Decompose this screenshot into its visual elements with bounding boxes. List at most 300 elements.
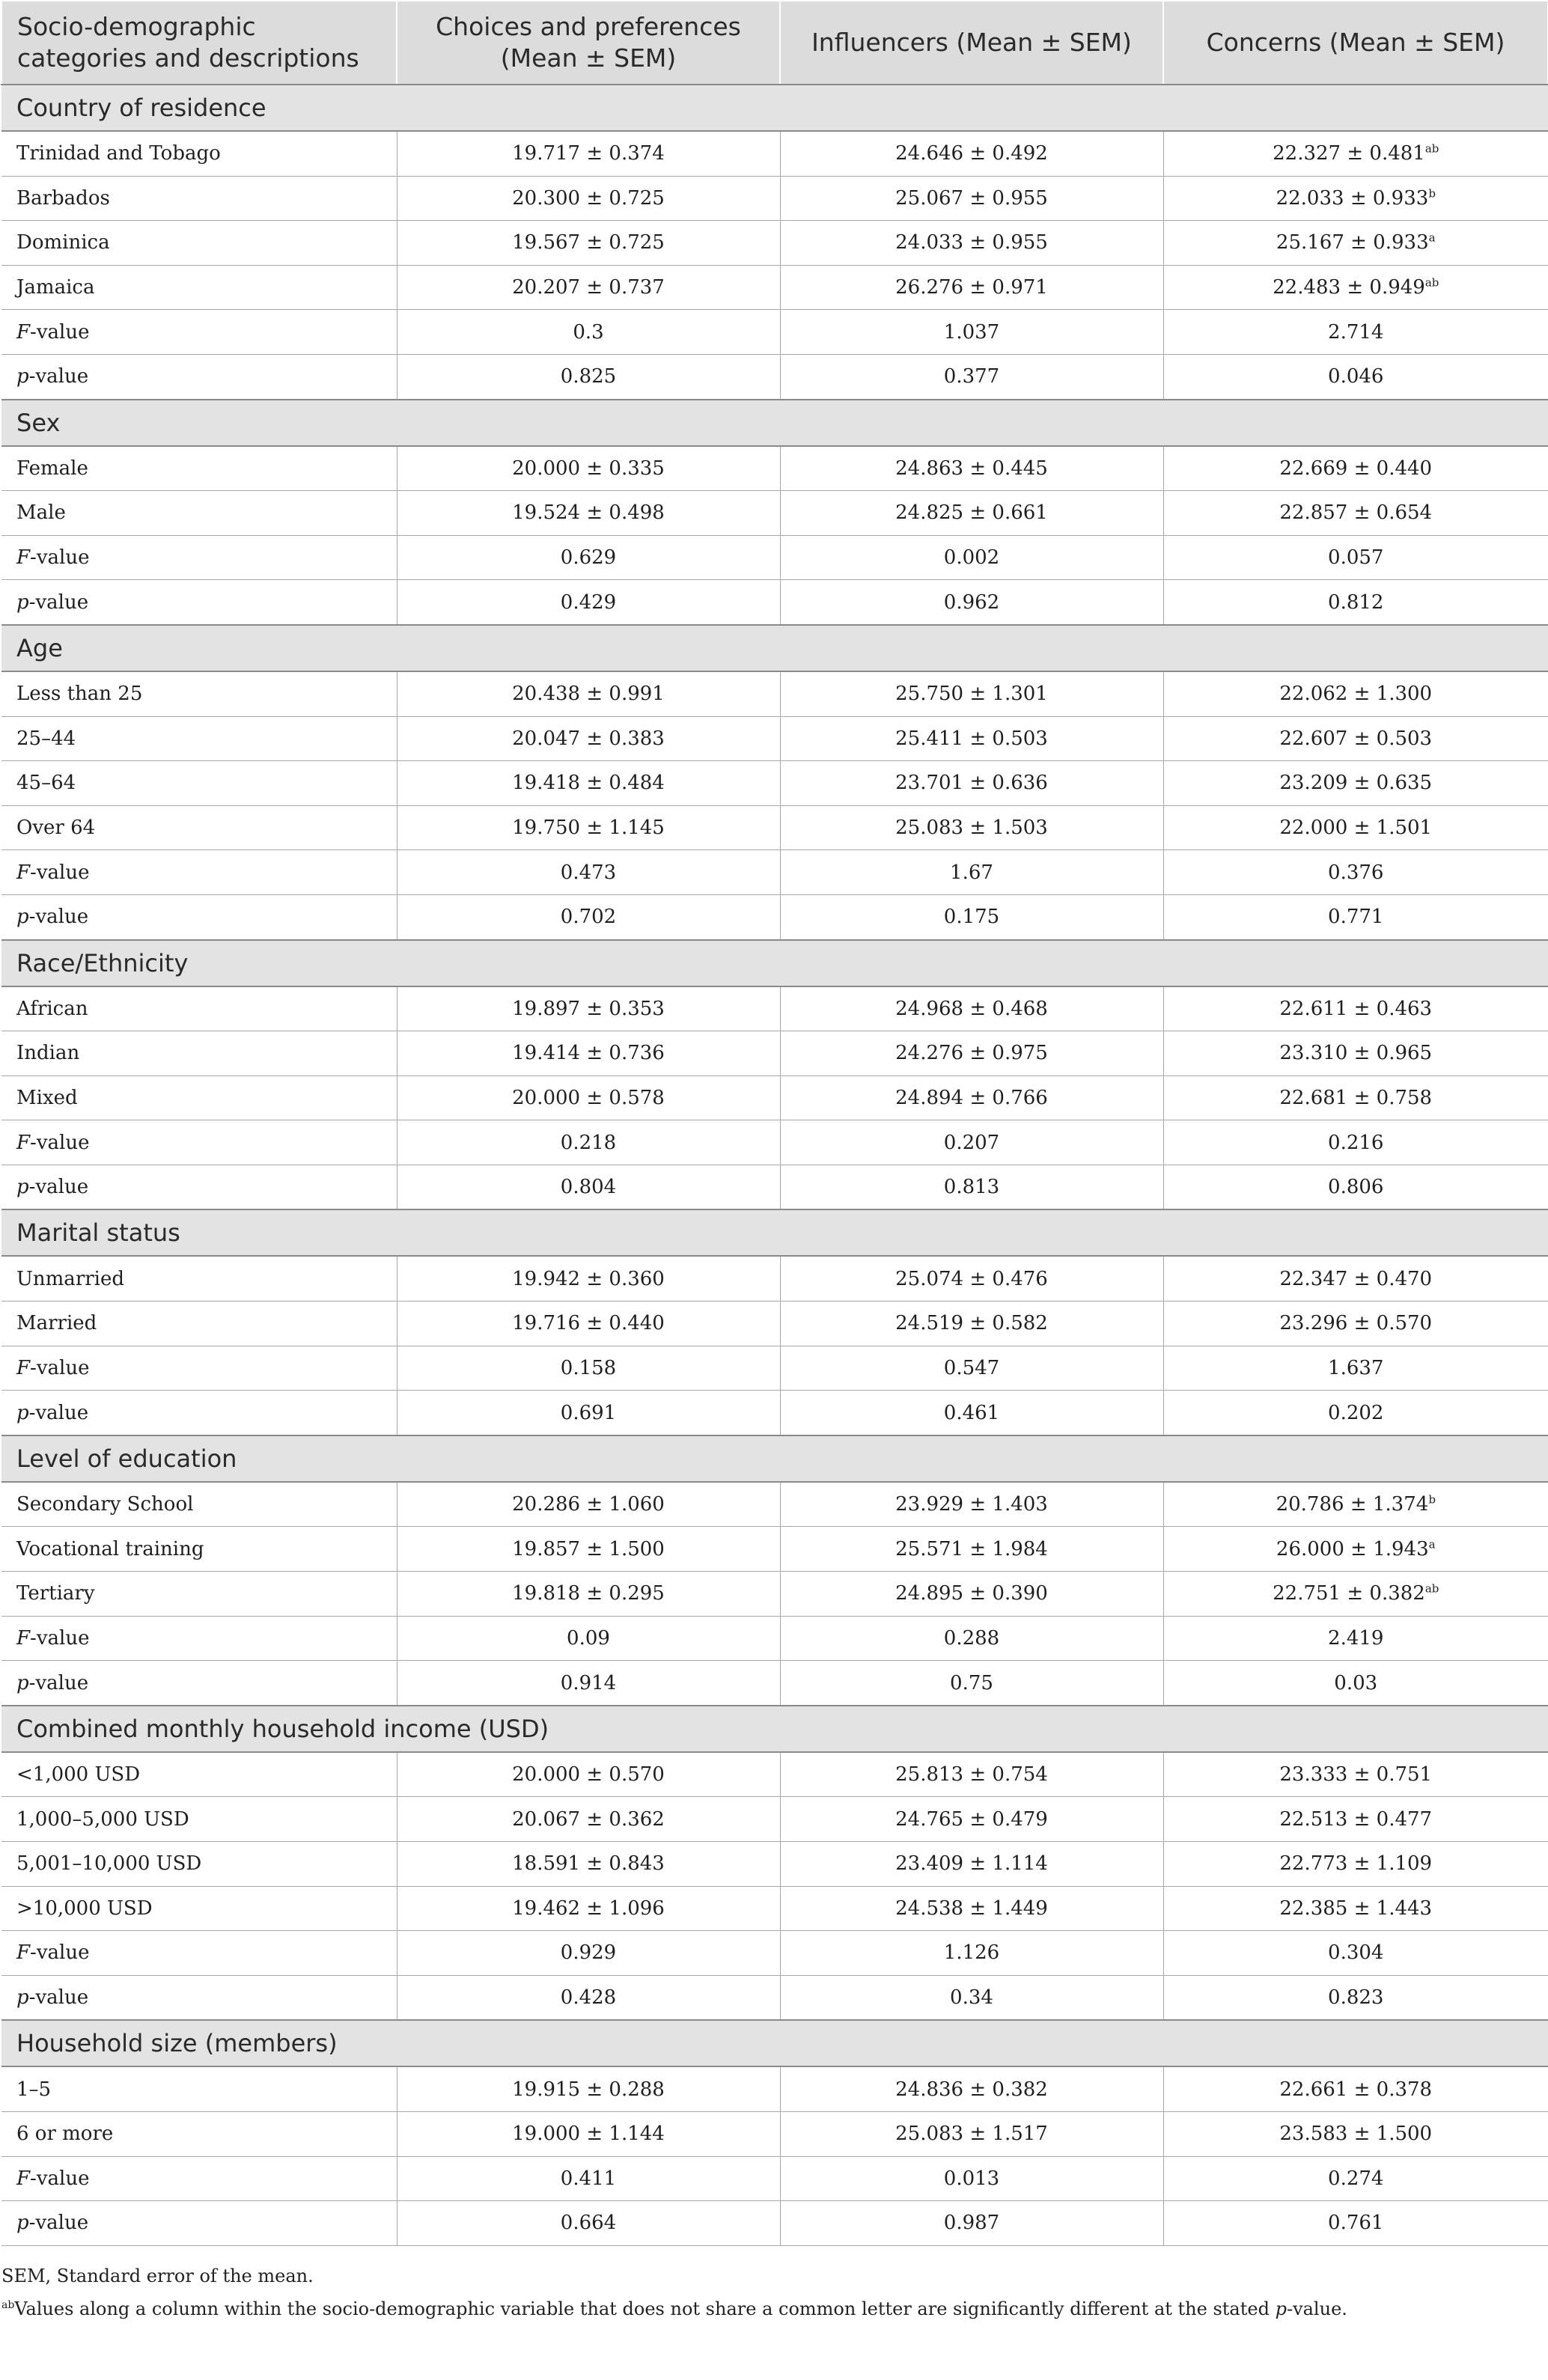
influencers-cell — [780, 1120, 1163, 1165]
cell-value: 24.276 ± 0.975 — [895, 1042, 1048, 1065]
choices-cell — [397, 1302, 780, 1346]
cell-value: 20.786 ± 1.374 — [1276, 1493, 1429, 1516]
table-row — [1, 2066, 1548, 2111]
header-concerns: Concerns (Mean ± SEM) — [1163, 1, 1548, 85]
cell-value: 22.607 ± 0.503 — [1279, 727, 1433, 750]
section-title: Country of residence — [1, 85, 1548, 131]
significance-letter: a — [1428, 1537, 1436, 1551]
significance-letter: ab — [1424, 275, 1439, 290]
section-title: Marital status — [1, 1209, 1548, 1256]
cell-value: 1.037 — [943, 320, 1000, 344]
choices-cell — [397, 1482, 780, 1527]
choices-cell — [397, 761, 780, 806]
row-label — [1, 491, 397, 536]
table-row — [1, 805, 1548, 850]
influencers-cell — [780, 761, 1163, 806]
cell-value: 19.818 ± 0.295 — [512, 1582, 665, 1605]
section-row — [1, 400, 1548, 446]
concerns-cell — [1163, 716, 1548, 761]
cell-value: 1.126 — [943, 1941, 1000, 1965]
row-label-text: 6 or more — [16, 2123, 114, 2146]
table-row — [1, 1931, 1548, 1976]
table-header — [1, 1, 1548, 85]
row-label-italic: p — [16, 2212, 29, 2235]
cell-value: 0.288 — [943, 1626, 1000, 1650]
cell-value: 24.765 ± 0.479 — [895, 1807, 1048, 1831]
concerns-cell — [1163, 2156, 1548, 2201]
row-label — [1, 1886, 397, 1931]
cell-value: 23.701 ± 0.636 — [895, 772, 1048, 795]
row-label-text: Married — [16, 1312, 97, 1335]
cell-value: 25.167 ± 0.933 — [1276, 231, 1429, 254]
section-title: Level of education — [1, 1435, 1548, 1482]
cell-value: 0.461 — [943, 1401, 1000, 1424]
cell-value: 22.385 ± 1.443 — [1279, 1897, 1433, 1920]
influencers-cell — [780, 1527, 1163, 1572]
influencers-cell — [780, 310, 1163, 355]
cell-value: 2.714 — [1328, 320, 1384, 344]
row-label — [1, 1302, 397, 1346]
influencers-cell — [780, 446, 1163, 491]
cell-value: 25.083 ± 1.517 — [895, 2123, 1048, 2146]
choices-cell — [397, 1886, 780, 1931]
choices-cell — [397, 850, 780, 895]
cell-value: 22.347 ± 0.470 — [1279, 1267, 1433, 1290]
influencers-cell — [780, 580, 1163, 625]
concerns-cell — [1163, 310, 1548, 355]
cell-value: 26.000 ± 1.943 — [1276, 1537, 1429, 1560]
cell-value: 0.962 — [943, 591, 1000, 614]
cell-value: 25.074 ± 0.476 — [895, 1267, 1048, 1290]
influencers-cell — [780, 1391, 1163, 1435]
influencers-cell — [780, 1931, 1163, 1976]
concerns-cell — [1163, 1075, 1548, 1120]
concerns-cell — [1163, 446, 1548, 491]
table-row — [1, 265, 1548, 310]
cell-value: 0.987 — [943, 2212, 1000, 2235]
cell-value: 0.207 — [943, 1131, 1000, 1154]
cell-value: 0.75 — [950, 1671, 993, 1694]
choices-cell — [397, 1075, 780, 1120]
section-title: Age — [1, 625, 1548, 671]
concerns-cell — [1163, 354, 1548, 399]
influencers-cell — [780, 1165, 1163, 1209]
cell-value: 20.207 ± 0.737 — [512, 276, 665, 299]
influencers-cell — [780, 1256, 1163, 1301]
concerns-cell — [1163, 1391, 1548, 1435]
influencers-cell — [780, 1031, 1163, 1076]
cell-value: 20.438 ± 0.991 — [512, 683, 665, 706]
cell-value: 24.519 ± 0.582 — [895, 1312, 1048, 1335]
concerns-cell — [1163, 986, 1548, 1031]
cell-value: 23.583 ± 1.500 — [1279, 2123, 1433, 2146]
row-label-text: Dominica — [16, 231, 110, 254]
cell-value: 25.083 ± 1.503 — [895, 817, 1048, 840]
influencers-cell — [780, 986, 1163, 1031]
row-label-italic: p — [16, 1401, 29, 1424]
concerns-cell — [1163, 2111, 1548, 2156]
row-label-text: Over 64 — [16, 817, 96, 840]
cell-value: 0.218 — [560, 1131, 617, 1154]
influencers-cell — [780, 1075, 1163, 1120]
table-body — [1, 85, 1548, 2245]
table-row — [1, 716, 1548, 761]
row-label-text: >10,000 USD — [16, 1897, 153, 1920]
cell-value: 23.333 ± 0.751 — [1279, 1763, 1433, 1786]
row-label-text: -value — [30, 1356, 90, 1379]
row-label-text: Vocational training — [16, 1537, 204, 1560]
cell-value: 0.428 — [560, 1986, 617, 2010]
row-label-text: -value — [28, 365, 89, 388]
table-row — [1, 535, 1548, 580]
cell-value: 22.751 ± 0.382 — [1273, 1582, 1425, 1605]
footnote-letters-sup: ab — [1, 2298, 15, 2311]
row-label — [1, 176, 397, 221]
influencers-cell — [780, 716, 1163, 761]
cell-value: 25.750 ± 1.301 — [895, 683, 1048, 706]
row-label-text: <1,000 USD — [16, 1763, 141, 1786]
choices-cell — [397, 131, 780, 176]
row-label — [1, 1031, 397, 1076]
row-label — [1, 986, 397, 1031]
section-row — [1, 2020, 1548, 2066]
table-row — [1, 1842, 1548, 1887]
cell-value: 0.057 — [1328, 546, 1384, 570]
row-label — [1, 1165, 397, 1209]
cell-value: 22.669 ± 0.440 — [1279, 457, 1433, 480]
influencers-cell — [780, 1886, 1163, 1931]
table-row — [1, 1797, 1548, 1842]
cell-value: 0.013 — [943, 2167, 1000, 2190]
cell-value: 22.661 ± 0.378 — [1279, 2078, 1433, 2101]
section-title: Sex — [1, 400, 1548, 446]
row-label — [1, 221, 397, 266]
concerns-cell — [1163, 221, 1548, 266]
footnote-letters-text: Values along a column within the socio-demographic variable that does not share a common letter are significantly different at the stated — [14, 2298, 1276, 2319]
cell-value: 22.611 ± 0.463 — [1279, 997, 1433, 1020]
cell-value: 19.942 ± 0.360 — [512, 1267, 665, 1290]
row-label-text: Less than 25 — [16, 683, 143, 706]
row-label-text: -value — [28, 1401, 89, 1424]
choices-cell — [397, 580, 780, 625]
cell-value: 24.894 ± 0.766 — [895, 1086, 1048, 1109]
table-row — [1, 1752, 1548, 1797]
concerns-cell — [1163, 2201, 1548, 2246]
row-label — [1, 1346, 397, 1391]
row-label-italic: p — [16, 1986, 29, 2010]
row-label-text: Male — [16, 501, 66, 525]
table-row — [1, 1075, 1548, 1120]
concerns-cell — [1163, 894, 1548, 939]
row-label — [1, 761, 397, 806]
choices-cell — [397, 1661, 780, 1706]
choices-cell — [397, 671, 780, 716]
concerns-cell — [1163, 761, 1548, 806]
choices-cell — [397, 535, 780, 580]
row-label — [1, 446, 397, 491]
table-row — [1, 1616, 1548, 1661]
cell-value: 23.310 ± 0.965 — [1279, 1042, 1433, 1065]
concerns-cell — [1163, 671, 1548, 716]
concerns-cell — [1163, 1975, 1548, 2020]
influencers-cell — [780, 894, 1163, 939]
table-row — [1, 1346, 1548, 1391]
footnote-letters — [1, 2292, 1548, 2325]
cell-value: 23.296 ± 0.570 — [1279, 1312, 1433, 1335]
table-row — [1, 310, 1548, 355]
table-row — [1, 1572, 1548, 1617]
cell-value: 0.09 — [567, 1626, 610, 1650]
row-label-text: -value — [28, 1176, 89, 1199]
choices-cell — [397, 1527, 780, 1572]
significance-letter: ab — [1424, 1581, 1439, 1596]
section-row — [1, 1706, 1548, 1752]
influencers-cell — [780, 1616, 1163, 1661]
row-label — [1, 1797, 397, 1842]
choices-cell — [397, 1572, 780, 1617]
significance-letter: a — [1428, 231, 1436, 245]
concerns-cell — [1163, 805, 1548, 850]
row-label — [1, 354, 397, 399]
concerns-cell — [1163, 1931, 1548, 1976]
concerns-cell — [1163, 1572, 1548, 1617]
cell-value: 20.067 ± 0.362 — [512, 1807, 665, 1831]
concerns-cell — [1163, 1302, 1548, 1346]
cell-value: 19.567 ± 0.725 — [512, 231, 665, 254]
row-label-italic: F — [16, 1356, 31, 1379]
cell-value: 0.547 — [943, 1356, 1000, 1379]
cell-value: 22.681 ± 0.758 — [1279, 1086, 1433, 1109]
significance-letter: b — [1428, 1492, 1436, 1507]
row-label-text: Trinidad and Tobago — [16, 142, 221, 165]
concerns-cell — [1163, 1165, 1548, 1209]
table-row — [1, 1165, 1548, 1209]
concerns-cell — [1163, 535, 1548, 580]
row-label-text: -value — [30, 1626, 90, 1650]
row-label-italic: p — [16, 591, 29, 614]
results-table — [1, 0, 1548, 2246]
table-row — [1, 2156, 1548, 2201]
row-label-text: Mixed — [16, 1086, 78, 1109]
cell-value: 0.629 — [560, 546, 617, 570]
cell-value: 0.03 — [1334, 1671, 1378, 1694]
section-title: Race/Ethnicity — [1, 940, 1548, 986]
choices-cell — [397, 1616, 780, 1661]
cell-value: 0.806 — [1328, 1176, 1384, 1199]
cell-value: 0.691 — [560, 1401, 617, 1424]
header-row — [1, 1, 1548, 85]
row-label — [1, 580, 397, 625]
section-row — [1, 1209, 1548, 1256]
choices-cell — [397, 2111, 780, 2156]
row-label-italic: F — [16, 2167, 31, 2190]
significance-letter: b — [1428, 186, 1436, 201]
influencers-cell — [780, 176, 1163, 221]
influencers-cell — [780, 671, 1163, 716]
row-label — [1, 310, 397, 355]
cell-value: 19.897 ± 0.353 — [512, 997, 665, 1020]
header-influencers: Influencers (Mean ± SEM) — [780, 1, 1163, 85]
cell-value: 19.915 ± 0.288 — [512, 2078, 665, 2101]
cell-value: 0.761 — [1328, 2212, 1384, 2235]
influencers-cell — [780, 2111, 1163, 2156]
row-label — [1, 1752, 397, 1797]
choices-cell — [397, 1120, 780, 1165]
cell-value: 0.202 — [1328, 1401, 1384, 1424]
cell-value: 22.513 ± 0.477 — [1279, 1807, 1433, 1831]
row-label — [1, 1527, 397, 1572]
choices-cell — [397, 1931, 780, 1976]
choices-cell — [397, 1797, 780, 1842]
concerns-cell — [1163, 1346, 1548, 1391]
choices-cell — [397, 1346, 780, 1391]
cell-value: 25.813 ± 0.754 — [895, 1763, 1048, 1786]
row-label — [1, 2066, 397, 2111]
cell-value: 19.524 ± 0.498 — [512, 501, 665, 525]
cell-value: 25.571 ± 1.984 — [895, 1537, 1048, 1560]
table-row — [1, 1975, 1548, 2020]
cell-value: 18.591 ± 0.843 — [512, 1852, 665, 1876]
table-row — [1, 2111, 1548, 2156]
choices-cell — [397, 176, 780, 221]
influencers-cell — [780, 805, 1163, 850]
influencers-cell — [780, 850, 1163, 895]
row-label-text: -value — [30, 1131, 90, 1154]
cell-value: 19.716 ± 0.440 — [512, 1312, 665, 1335]
cell-value: 20.300 ± 0.725 — [512, 186, 665, 210]
concerns-cell — [1163, 1886, 1548, 1931]
row-label-italic: F — [16, 1626, 31, 1650]
section-row — [1, 85, 1548, 131]
table-row — [1, 131, 1548, 176]
row-label — [1, 2111, 397, 2156]
table-row — [1, 894, 1548, 939]
choices-cell — [397, 446, 780, 491]
choices-cell — [397, 1842, 780, 1887]
choices-cell — [397, 310, 780, 355]
row-label — [1, 850, 397, 895]
cell-value: 2.419 — [1328, 1626, 1384, 1650]
cell-value: 0.175 — [943, 906, 1000, 929]
cell-value: 20.000 ± 0.578 — [512, 1086, 665, 1109]
cell-value: 26.276 ± 0.971 — [895, 276, 1048, 299]
cell-value: 0.158 — [560, 1356, 617, 1379]
row-label-text: Tertiary — [16, 1582, 95, 1605]
table-row — [1, 761, 1548, 806]
row-label — [1, 1482, 397, 1527]
row-label-text: -value — [28, 2212, 89, 2235]
table-row — [1, 1527, 1548, 1572]
row-label — [1, 2156, 397, 2201]
table-row — [1, 1482, 1548, 1527]
concerns-cell — [1163, 1527, 1548, 1572]
cell-value: 25.411 ± 0.503 — [895, 727, 1048, 750]
choices-cell — [397, 1975, 780, 2020]
row-label-italic: F — [16, 320, 31, 344]
choices-cell — [397, 894, 780, 939]
table-row — [1, 850, 1548, 895]
row-label-text: -value — [30, 546, 90, 570]
cell-value: 20.047 ± 0.383 — [512, 727, 665, 750]
row-label-italic: F — [16, 1941, 31, 1965]
table-row — [1, 2201, 1548, 2246]
cell-value: 22.773 ± 1.109 — [1279, 1852, 1433, 1876]
cell-value: 1.67 — [950, 861, 993, 884]
choices-cell — [397, 2201, 780, 2246]
concerns-cell — [1163, 1256, 1548, 1301]
table-row — [1, 1886, 1548, 1931]
cell-value: 0.473 — [560, 861, 617, 884]
row-label-text: Indian — [16, 1042, 80, 1065]
cell-value: 24.646 ± 0.492 — [895, 142, 1048, 165]
influencers-cell — [780, 131, 1163, 176]
concerns-cell — [1163, 2066, 1548, 2111]
concerns-cell — [1163, 580, 1548, 625]
choices-cell — [397, 1256, 780, 1301]
cell-value: 0.34 — [950, 1986, 993, 2010]
choices-cell — [397, 1165, 780, 1209]
influencers-cell — [780, 2201, 1163, 2246]
choices-cell — [397, 491, 780, 536]
table-row — [1, 491, 1548, 536]
significance-letter: ab — [1424, 141, 1439, 156]
concerns-cell — [1163, 491, 1548, 536]
influencers-cell — [780, 535, 1163, 580]
row-label — [1, 1120, 397, 1165]
influencers-cell — [780, 1661, 1163, 1706]
row-label-text: -value — [28, 1986, 89, 2010]
row-label-text: Unmarried — [16, 1267, 125, 1290]
row-label-text: Barbados — [16, 186, 110, 210]
row-label-text: -value — [30, 1941, 90, 1965]
choices-cell — [397, 716, 780, 761]
section-row — [1, 1435, 1548, 1482]
choices-cell — [397, 1391, 780, 1435]
cell-value: 0.823 — [1328, 1986, 1384, 2010]
cell-value: 22.327 ± 0.481 — [1273, 142, 1425, 165]
row-label-text: African — [16, 997, 88, 1020]
choices-cell — [397, 805, 780, 850]
row-label — [1, 535, 397, 580]
row-label-italic: p — [16, 365, 29, 388]
table-row — [1, 986, 1548, 1031]
cell-value: 23.409 ± 1.114 — [895, 1852, 1048, 1876]
concerns-cell — [1163, 1031, 1548, 1076]
row-label — [1, 1256, 397, 1301]
influencers-cell — [780, 1752, 1163, 1797]
cell-value: 0.813 — [943, 1176, 1000, 1199]
row-label — [1, 265, 397, 310]
cell-value: 24.836 ± 0.382 — [895, 2078, 1048, 2101]
cell-value: 0.804 — [560, 1176, 617, 1199]
section-row — [1, 940, 1548, 986]
cell-value: 19.414 ± 0.736 — [512, 1042, 665, 1065]
influencers-cell — [780, 1975, 1163, 2020]
table-row — [1, 671, 1548, 716]
row-label-text: Secondary School — [16, 1493, 194, 1516]
concerns-cell — [1163, 1120, 1548, 1165]
concerns-cell — [1163, 1752, 1548, 1797]
influencers-cell — [780, 265, 1163, 310]
table-row — [1, 1302, 1548, 1346]
row-label-text: 1–5 — [16, 2078, 52, 2101]
row-label — [1, 1616, 397, 1661]
row-label-italic: F — [16, 546, 31, 570]
footnote-letters-end: -value. — [1286, 2298, 1347, 2319]
row-label — [1, 805, 397, 850]
footnote-letters-italic: p — [1275, 2298, 1287, 2319]
choices-cell — [397, 1752, 780, 1797]
